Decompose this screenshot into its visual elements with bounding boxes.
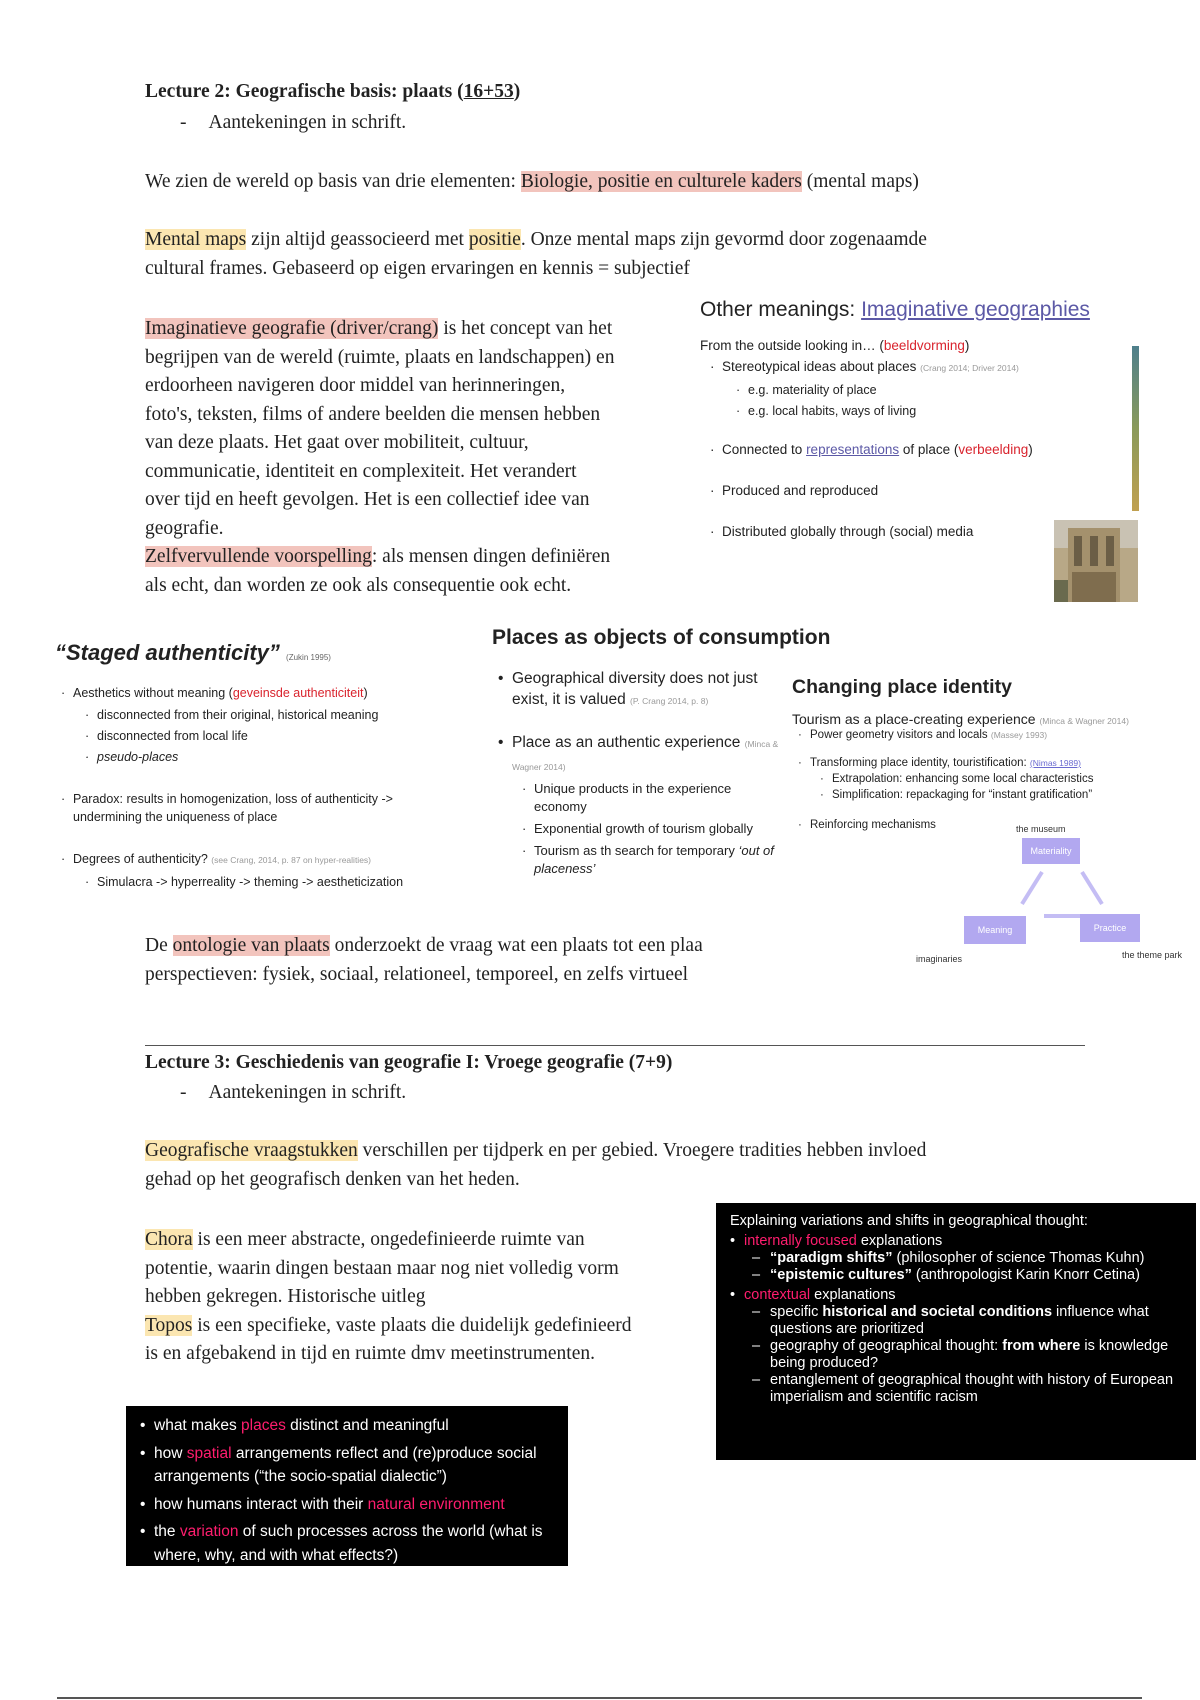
bullet-transforming: · Transforming place identity, touristification: (Nimas 1989) · Extrapolation: enhancing some local characteristics · Simplification: repackaging for “instant gratification”	[810, 755, 1192, 803]
bullet-internal: • internally focused explanations – “paradigm shifts” (philosopher of science Thomas Kuhn) – “epistemic cultures” (anthropologist Karin Knorr Cetina)	[744, 1233, 1182, 1284]
bullet-produced: · Produced and reproduced	[722, 483, 1082, 498]
box-meaning: Meaning	[964, 916, 1026, 944]
sub-bullet-disconnected-life: · disconnected from local life	[97, 726, 455, 747]
lecture-3-notes: - Aantekeningen in schrift.	[180, 1082, 407, 1103]
sub-bullet-temporary: · Tourism as th search for temporary ‘out of placeness’	[534, 842, 774, 878]
lecture-2-title: Lecture 2: Geografische basis: plaats (16+53)	[145, 81, 521, 102]
box-materiality: Materiality	[1022, 838, 1080, 864]
bullet-places: • what makes places distinct and meaningful	[154, 1414, 559, 1438]
bullet-variation: • the variation of such processes across the world (what is where, why, and with what effects?)	[154, 1520, 559, 1567]
bullet-reinforcing: · Reinforcing mechanisms	[810, 817, 1192, 833]
label-museum: the museum	[1016, 824, 1066, 834]
sub-bullet-historical: – specific historical and societal conditions influence what questions are prioritized	[770, 1304, 1182, 1338]
slide-title: “Staged authenticity” (Zukin 1995)	[55, 640, 331, 665]
slide-title: Places as objects of consumption	[492, 626, 831, 649]
slide-title: Other meanings: Imaginative geographies	[700, 298, 1090, 321]
sub-bullet-simulacra: · Simulacra -> hyperreality -> theming -> aestheticization	[97, 873, 455, 891]
sub-bullet-paradigm: – “paradigm shifts” (philosopher of science Thomas Kuhn)	[770, 1250, 1182, 1267]
image-strip	[1132, 346, 1139, 511]
bullet-paradox: · Paradox: results in homogenization, loss of authenticity -> undermining the uniqueness of place	[73, 790, 453, 826]
bullet-distributed: · Distributed globally through (social) media	[722, 524, 1052, 539]
sub-bullet-pseudo-places: · pseudo-places	[97, 747, 455, 768]
bullet-power-geometry: · Power geometry visitors and locals (Massey 1993)	[810, 727, 1192, 743]
sub-bullet-habits: · e.g. local habits, ways of living	[748, 401, 1082, 422]
sub-bullet-simplification: · Simplification: repackaging for “instant gratification”	[832, 787, 1192, 803]
sub-bullet-unique-products: · Unique products in the experience economy	[534, 780, 774, 816]
slide-staged-authenticity	[55, 640, 455, 891]
slide-title: Explaining variations and shifts in geographical thought:	[730, 1213, 1088, 1229]
slide-variations	[716, 1203, 1196, 1460]
section-divider	[145, 1045, 1085, 1046]
paragraph-ontology: De ontologie van plaats onderzoekt de vraag wat een plaats tot een plaa perspectieven: fysiek, sociaal, relationeel, temporeel, en zelfs virtueel	[145, 935, 703, 985]
slide-consumption	[492, 626, 831, 878]
bullet-representations: · Connected to representations of place (verbeelding)	[722, 442, 1082, 457]
bullet-spatial: • how spatial arrangements reflect and (re)produce social arrangements (“the socio-spatial dialectic”)	[154, 1442, 559, 1489]
paragraph-three-elements: We zien de wereld op basis van drie elementen: Biologie, positie en culturele kaders (mental maps)	[145, 171, 919, 192]
lecture-3-title: Lecture 3: Geschiedenis van geografie I: Vroege geografie (7+9)	[145, 1052, 673, 1073]
building-photo	[1054, 520, 1138, 602]
sub-bullet-disconnected-meaning: · disconnected from their original, historical meaning	[97, 705, 455, 726]
paragraph-mental-maps: Mental maps zijn altijd geassocieerd met positie. Onze mental maps zijn gevormd door zogenaamde cultural frames. Gebaseerd op eigen ervaringen en kennis = subjectief	[145, 229, 927, 279]
bullet-natural-environment: • how humans interact with their natural environment	[154, 1493, 559, 1517]
slide-intro: From the outside looking in… (beeldvorming)	[700, 338, 970, 353]
bullet-diversity: • Geographical diversity does not just exist, it is valued (P. Crang 2014, p. 8)	[512, 668, 782, 712]
paragraph-geographic-questions: Geografische vraagstukken verschillen per tijdperk en per gebied. Vroegere tradities hebben invloed gehad op het geografisch denken van het heden.	[145, 1140, 927, 1190]
paragraph-imaginative-geography: Imaginatieve geografie (driver/crang) is het concept van het begrijpen van de wereld (ruimte, plaats en landschappen) en erdoorheen navigeren door middel van herinneringen, foto's, teksten, films of andere beelden die mensen hebben van deze plaats. Het gaat over mobiliteit, cultuur, communicatie, identiteit en complexiteit. Het verandert over tijd en heeft gevolgen. Het is een collectief idee van geografie. Zelfvervullende voorspelling: als mensen dingen definiëren als echt, dan worden ze ook als consequentie ook echt.	[145, 318, 615, 596]
lecture-2-notes: - Aantekeningen in schrift.	[180, 112, 407, 133]
label-imaginaries: imaginaries	[916, 954, 963, 964]
box-practice: Practice	[1080, 914, 1140, 942]
sub-bullet-from-where: – geography of geographical thought: from where is knowledge being produced?	[770, 1338, 1182, 1372]
slide-title: Changing place identity	[792, 676, 1012, 698]
slide-place-identity	[792, 676, 1192, 976]
bullet-aesthetics: · Aesthetics without meaning (geveinsde authenticiteit) · disconnected from their original, historical meaning · disconnected from local life · pseudo-places	[73, 684, 455, 768]
slide-imaginative-geographies	[700, 298, 1145, 598]
bullet-degrees: · Degrees of authenticity? (see Crang, 2014, p. 87 on hyper-realities) · Simulacra -> hyperreality -> theming -> aestheticization	[73, 850, 455, 891]
label-theme-park: the theme park	[1122, 950, 1183, 960]
sub-bullet-tourism-growth: · Exponential growth of tourism globally	[534, 820, 774, 838]
sub-bullet-epistemic: – “epistemic cultures” (anthropologist Karin Knorr Cetina)	[770, 1267, 1182, 1284]
bottom-divider	[57, 1697, 1142, 1699]
sub-bullet-entanglement: – entanglement of geographical thought with history of European imperialism and scientific racism	[770, 1372, 1182, 1406]
bullet-contextual: • contextual explanations – specific historical and societal conditions influence what questions are prioritized – geography of geographical thought: from where is knowledge being produced? – entanglement of geographical thought with history of European imperialism and scientific racism	[744, 1287, 1182, 1406]
sub-bullet-extrapolation: · Extrapolation: enhancing some local characteristics	[832, 771, 1192, 787]
bullet-authentic-experience: • Place as an authentic experience (Minca & Wagner 2014) · Unique products in the experience economy · Exponential growth of tourism globally · Tourism as th search for temporary ‘out of placeness’	[512, 732, 782, 878]
bullet-stereotypical: · Stereotypical ideas about places (Crang 2014; Driver 2014) · e.g. materiality of place · e.g. local habits, ways of living	[722, 359, 1082, 422]
slide-subtitle: Tourism as a place-creating experience (Minca & Wagner 2014)	[792, 711, 1129, 727]
paragraph-chora-topos: Chora is een meer abstracte, ongedefinieerde ruimte van potentie, waarin dingen bestaan maar nog niet volledig vorm hebben gekregen. Historische uitleg Topos is een specifieke, vaste plaats die duidelijk gedefinieerd is en afgebakend in tijd en ruimte dmv meetinstrumenten.	[145, 1229, 632, 1364]
sub-bullet-materiality: · e.g. materiality of place	[748, 380, 1082, 401]
slide-places	[126, 1406, 568, 1566]
